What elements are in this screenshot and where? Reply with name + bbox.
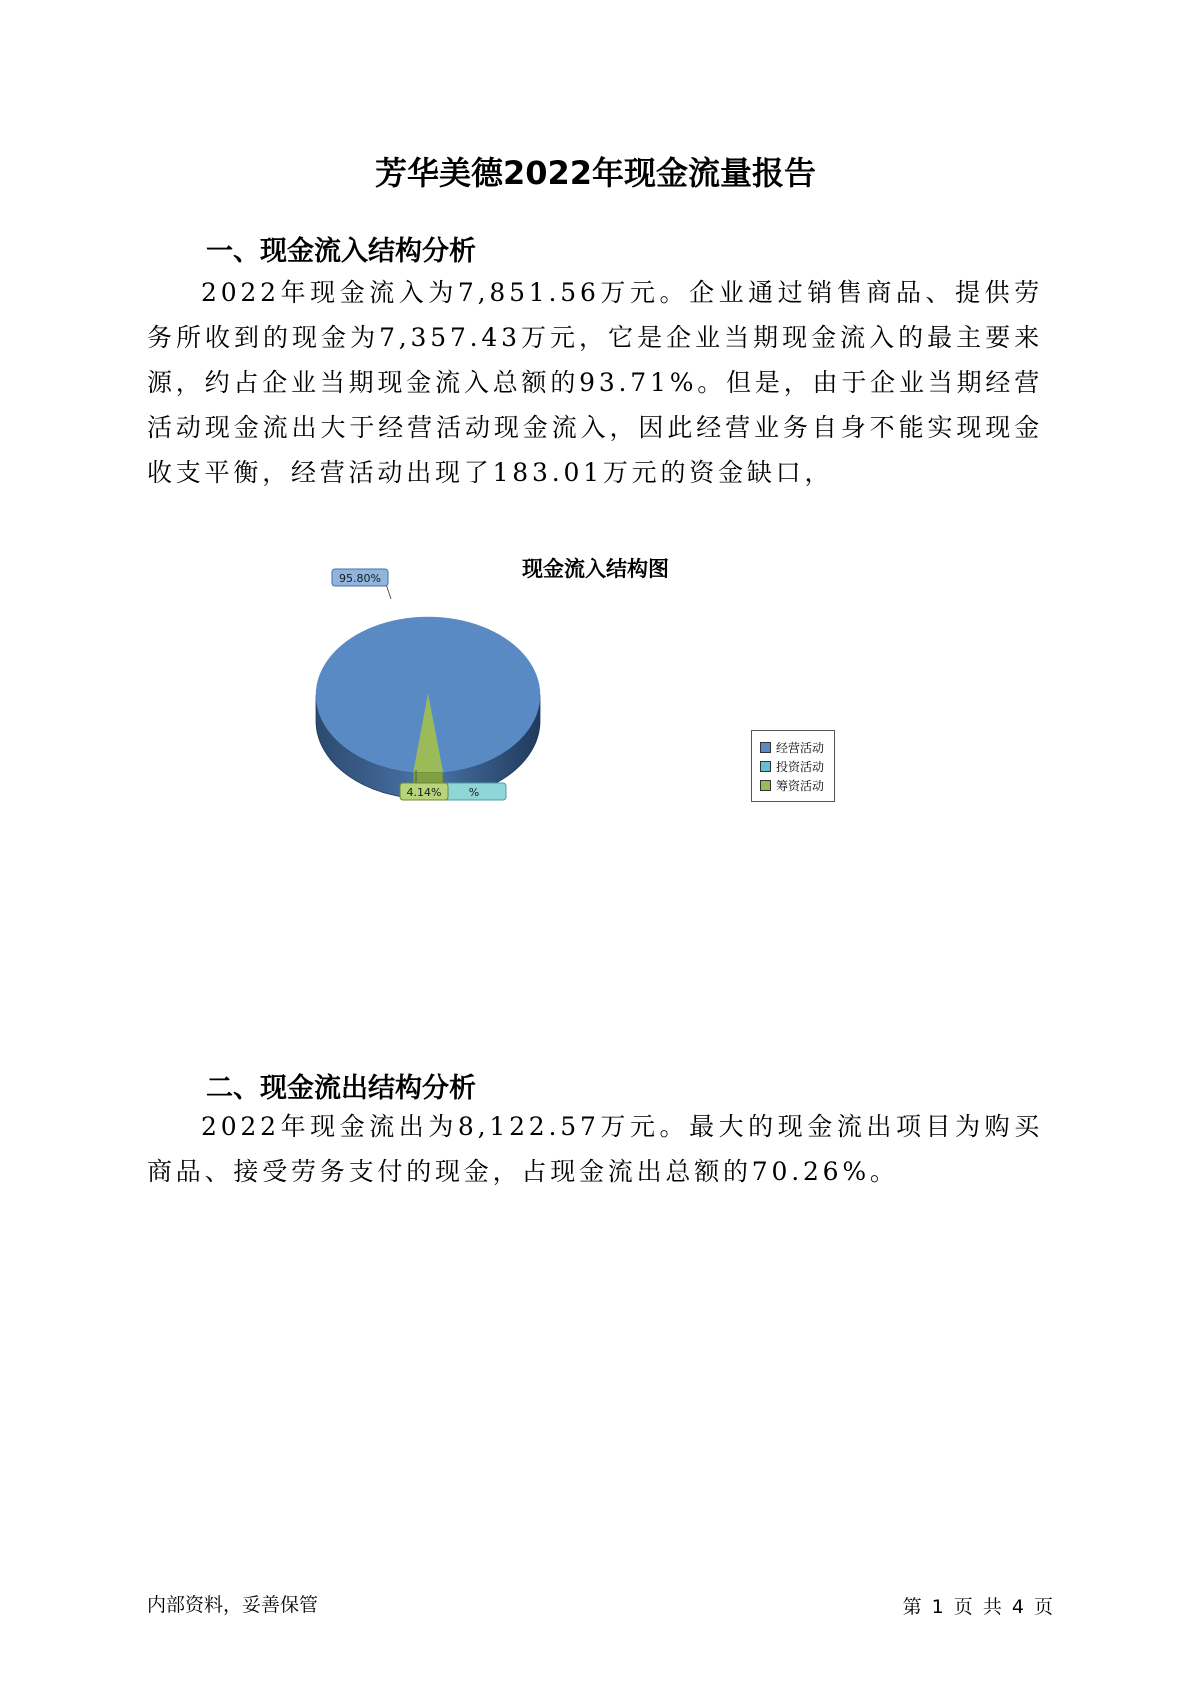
section-heading-inflow: 一、现金流入结构分析 [206,236,476,267]
outflow-paragraph: 2022年现金流出为8,122.57万元。最大的现金流出项目为购买商品、接受劳务支付的现金，占现金流出总额的70.26%。 [147,1112,1043,1186]
legend-label: 投资活动 [776,760,825,774]
legend-swatch [760,761,771,772]
chart-legend [751,730,835,802]
footer-confidential-note: 内部资料，妥善保管 [147,1594,319,1616]
footer-page-number: 第 1 页 共 4 页 [902,1596,1053,1618]
legend-swatch [760,780,771,791]
document-title: 芳华美德2022年现金流量报告 [374,154,817,192]
data-label-leader [386,584,391,599]
inflow-paragraph: 2022年现金流入为7,851.56万元。企业通过销售商品、提供劳务所收到的现金为7,357.43万元，它是企业当期现金流入的最主要来源，约占企业当期现金流入总额的93.71%。但是，由于企业当期经营活动现金流出大于经营活动现金流入，因此经营业务自身不能实现现金收支平衡，经营活动出现了183.01万元的资金缺口， [147,278,1043,487]
data-label-1: % [468,786,480,799]
chart-title: 现金流入结构图 [522,557,669,581]
legend-item [760,757,834,776]
data-label-2: 4.14% [406,786,442,799]
legend-item [760,738,834,757]
legend-label: 筹资活动 [776,779,825,793]
data-label-0: 95.80% [339,572,381,585]
section-heading-outflow: 二、现金流出结构分析 [206,1073,476,1104]
legend-swatch [760,742,771,753]
legend-label: 经营活动 [776,741,825,755]
legend-item [760,776,834,795]
